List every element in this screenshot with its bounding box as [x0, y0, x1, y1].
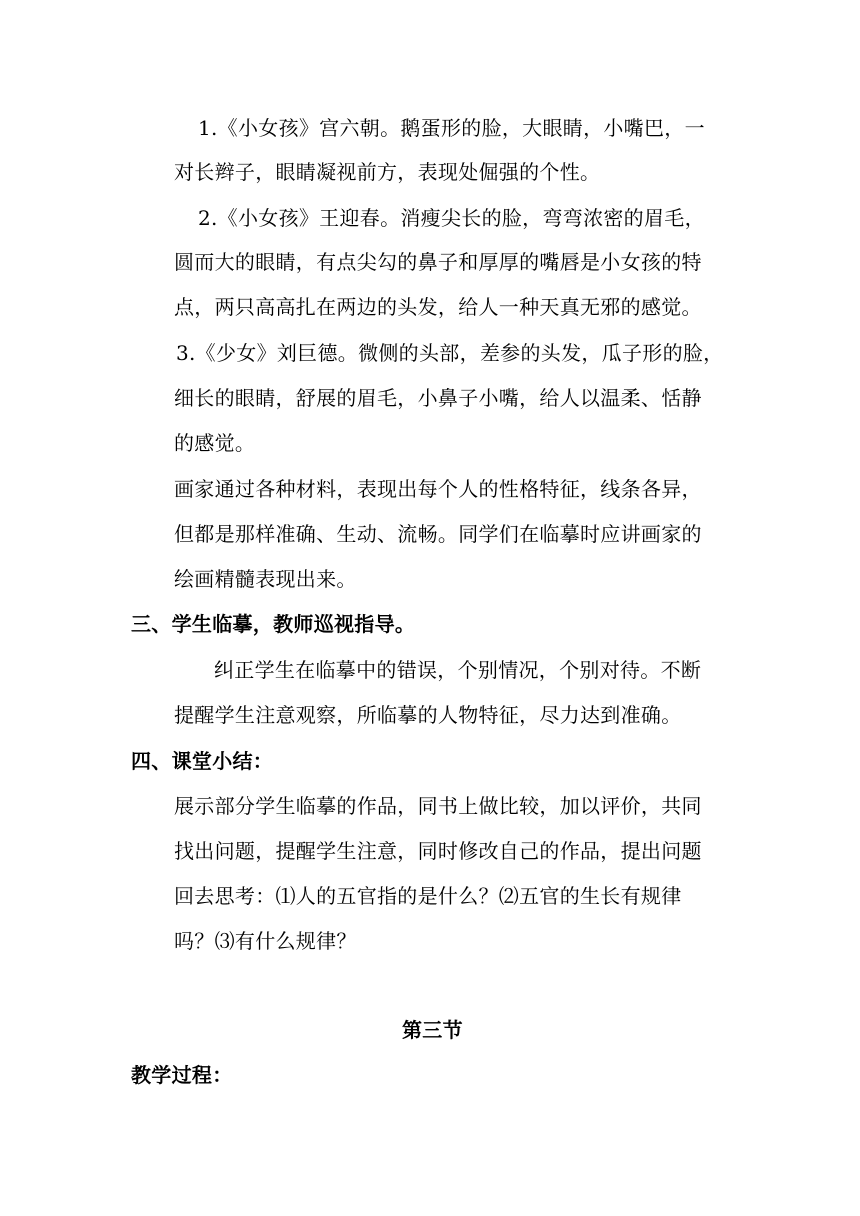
section3-heading: 三、学生临摹，教师巡视指导。 [131, 612, 416, 636]
section4-heading: 四、课堂小结： [131, 749, 274, 773]
teaching-process-heading: 教学过程： [131, 1063, 233, 1087]
item3-line3: 的感觉。 [174, 431, 256, 455]
section4-line4: 吗？⑶有什么规律？ [174, 929, 357, 953]
summary-line1: 画家通过各种材料，表现出每个人的性格特征，线条各异， [174, 477, 702, 501]
section3-line2: 提醒学生注意观察，所临摹的人物特征，尽力达到准确。 [174, 703, 682, 727]
item2-line2: 圆而大的眼睛，有点尖勾的鼻子和厚厚的嘴唇是小女孩的特 [174, 250, 702, 274]
part3-title: 第三节 [402, 1018, 463, 1042]
section4-line3: 回去思考：⑴人的五官指的是什么？⑵五官的生长有规律 [174, 884, 682, 908]
item1-line1: 1.《小女孩》宫六朝。鹅蛋形的脸，大眼睛，小嘴巴，一 [198, 116, 705, 140]
summary-line3: 绘画精髓表现出来。 [174, 567, 357, 591]
summary-line2: 但都是那样准确、生动、流畅。同学们在临摹时应讲画家的 [174, 522, 702, 546]
item3-line1: 3.《少女》刘巨德。微侧的头部，差参的头发，瓜子形的脸， [176, 341, 724, 365]
section4-line2: 找出问题，提醒学生注意，同时修改自己的作品，提出问题 [174, 839, 702, 863]
section3-line1: 纠正学生在临摹中的错误，个别情况，个别对待。不断 [214, 658, 702, 682]
item3-line2: 细长的眼睛，舒展的眉毛，小鼻子小嘴，给人以温柔、恬静 [174, 386, 702, 410]
item2-line1: 2.《小女孩》王迎春。消瘦尖长的脸，弯弯浓密的眉毛， [198, 206, 705, 230]
section4-line1: 展示部分学生临摹的作品，同书上做比较，加以评价，共同 [174, 794, 702, 818]
item2-line3: 点，两只高高扎在两边的头发，给人一种天真无邪的感觉。 [174, 295, 702, 319]
item1-line2: 对长辫子，眼睛凝视前方，表现处倔强的个性。 [174, 160, 601, 184]
